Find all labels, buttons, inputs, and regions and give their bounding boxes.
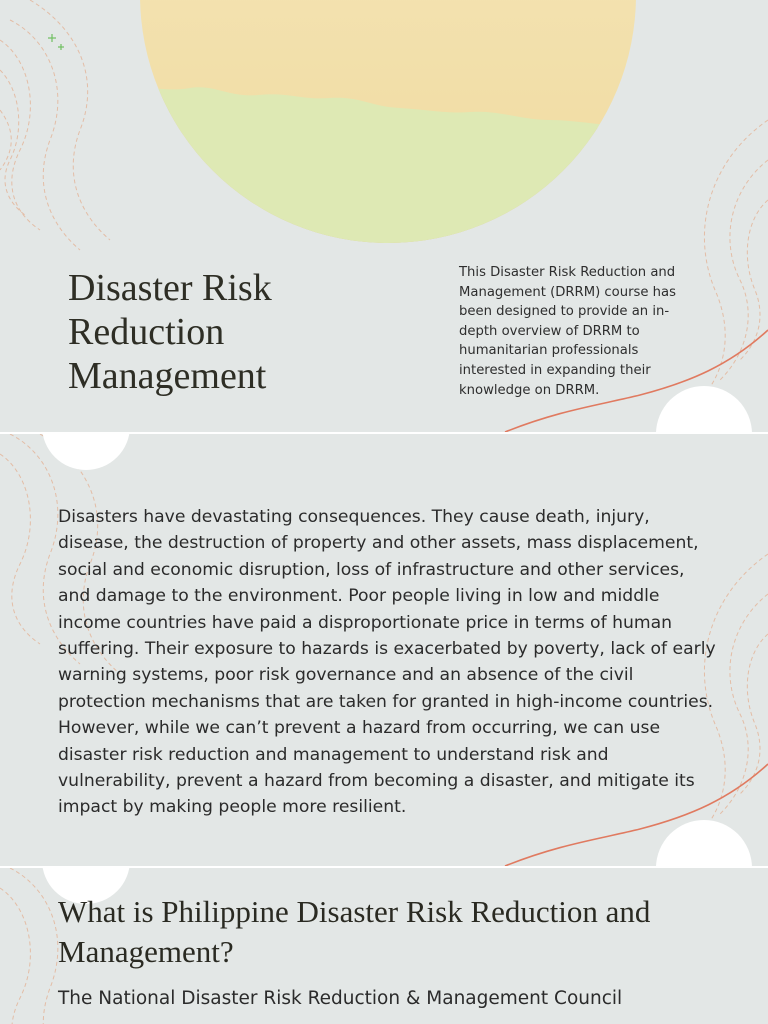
title-slide: [0, 0, 768, 432]
moon-shape: [42, 434, 130, 470]
sparkle-icon: [48, 34, 64, 50]
consequences-slide: [0, 434, 768, 866]
ndrrmc-paragraph: The National Disaster Risk Reduction & Management Council: [58, 988, 623, 1009]
section-heading: What is Philippine Disaster Risk Reduction and Management?: [58, 894, 651, 969]
course-description: This Disaster Risk Reduction and Management (DRRM) course has been designed to provide an in-depth overview of DRRM to humanitarian professionals interested in expanding their knowledge on DRRM.: [459, 265, 676, 398]
sun-illustration: [130, 0, 650, 260]
contour-lines-right: [690, 120, 768, 410]
moon-shape: [656, 820, 752, 866]
consequences-paragraph: Disasters have devastating consequences. They cause death, injury, disease, the destruction of property and other assets, mass displacement, social and economic disruption, loss of infrastructure and other services, and damage to the environment. Poor people living in low and middle income countries have paid a disproportionate price in terms of human suffering. Their exposure to hazards is exacerbated by poverty, lack of early warning systems, poor risk governance and an absence of the civil protection mechanisms that are taken for granted in high-income countries. However, while we can’t prevent a hazard from occurring, we can use disaster risk reduction and management to understand risk and vulnerability, prevent a hazard from becoming a disaster, and mitigate its impact by making people more resilient.: [58, 507, 716, 818]
philippine-drrm-slide: [0, 868, 768, 1024]
page-title: Disaster Risk Reduction Management: [68, 267, 272, 397]
